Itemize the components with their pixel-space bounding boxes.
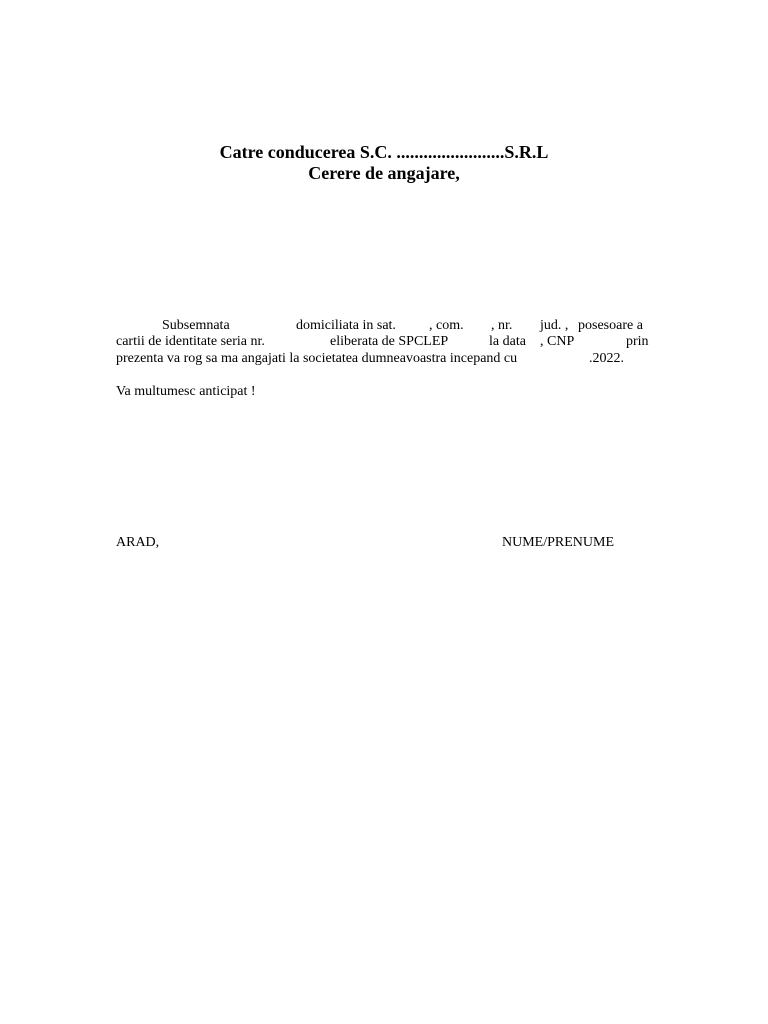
- body-word: .2022.: [589, 351, 624, 366]
- body-word: cartii de identitate seria nr.: [116, 334, 265, 349]
- body-word: domiciliata in sat.: [296, 318, 396, 333]
- body-paragraph-line-1: [116, 318, 651, 334]
- body-word: , nr.: [491, 318, 513, 333]
- body-word: eliberata de SPCLEP: [330, 334, 449, 349]
- closing-line: Va multumesc anticipat !: [116, 384, 256, 399]
- body-word: , CNP: [540, 334, 575, 349]
- body-word: , com.: [429, 318, 464, 333]
- body-word: jud. ,: [540, 318, 569, 333]
- body-word: prin: [626, 334, 649, 349]
- body-word: Subsemnata: [162, 318, 230, 333]
- body-word: la data: [489, 334, 526, 349]
- body-word: posesoare a: [578, 318, 643, 333]
- body-paragraph-line-2: [116, 334, 651, 350]
- document-addressee-heading: Catre conducerea S.C. ........................S.R.L: [219, 142, 549, 162]
- signature-label: NUME/PRENUME: [502, 535, 615, 550]
- place-label: ARAD,: [116, 535, 160, 550]
- document-title: Cerere de angajare,: [308, 163, 460, 183]
- body-paragraph-line-3: [116, 351, 651, 367]
- body-word: prezenta va rog sa ma angajati la societatea dumneavoastra incepand cu: [116, 351, 518, 366]
